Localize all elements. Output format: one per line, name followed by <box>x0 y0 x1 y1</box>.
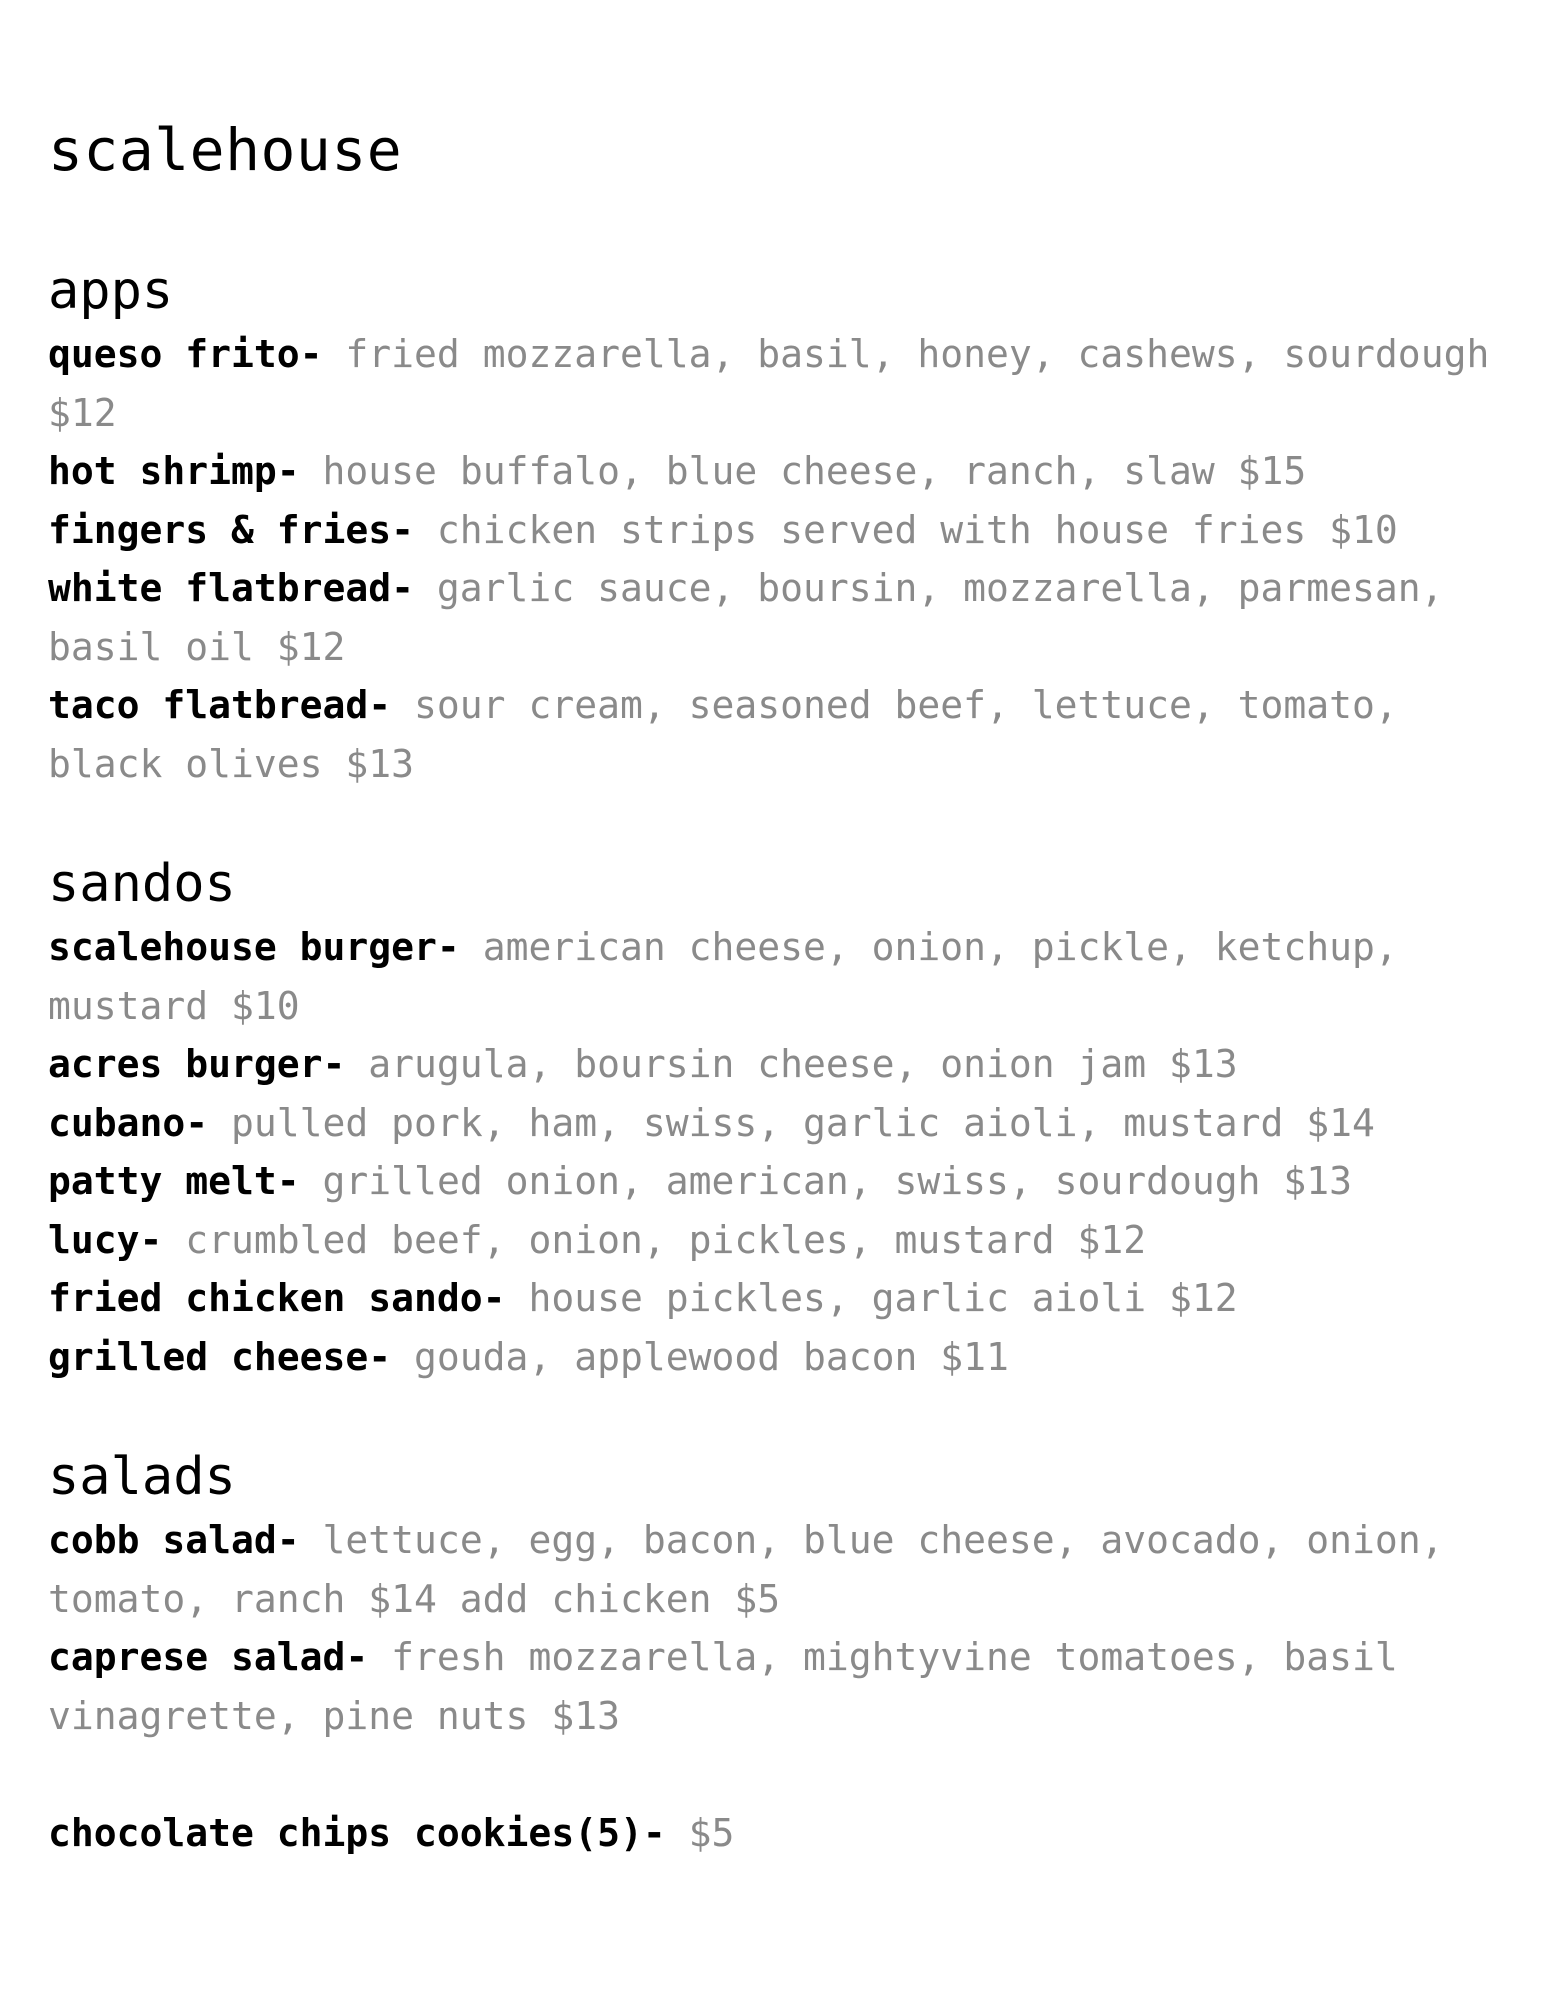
item-description: arugula, boursin cheese, onion jam $13 <box>345 1042 1238 1086</box>
item-description: pulled pork, ham, swiss, garlic aioli, mustard $14 <box>208 1100 1375 1145</box>
item-description: american cheese, onion, pickle, ketchup, mustard $10 <box>48 925 1398 1028</box>
item-name: white flatbread- <box>48 566 415 610</box>
menu-item <box>48 442 1508 501</box>
section-sandos <box>48 852 1508 1386</box>
item-name: fried chicken sando- <box>48 1276 506 1320</box>
restaurant-name: scalehouse <box>48 116 403 184</box>
menu-page <box>48 115 1508 1863</box>
menu-item <box>48 1269 1508 1328</box>
item-description: crumbled beef, onion, pickles, mustard $12 <box>162 1217 1147 1262</box>
item-description: house pickles, garlic aioli $12 <box>505 1276 1238 1320</box>
section-title-apps: apps <box>48 261 174 321</box>
menu-item <box>48 1328 1508 1387</box>
item-description: sour cream, seasoned beef, lettuce, tomato, black olives $13 <box>48 683 1398 786</box>
menu-item <box>48 1628 1508 1745</box>
menu-item <box>48 1511 1508 1628</box>
item-description: garlic sauce, boursin, mozzarella, parmesan, basil oil $12 <box>48 566 1444 669</box>
item-name: scalehouse burger- <box>48 925 460 969</box>
item-name: cubano- <box>48 1100 209 1145</box>
menu-item-cookies <box>48 1804 1508 1863</box>
section-title-salads: salads <box>48 1447 236 1507</box>
item-description: grilled onion, american, swiss, sourdough $13 <box>299 1159 1353 1203</box>
menu-item <box>48 325 1508 442</box>
menu-item <box>48 1035 1508 1094</box>
item-name: acres burger- <box>48 1042 346 1086</box>
item-name: chocolate chips cookies(5)- <box>48 1811 666 1855</box>
menu-item <box>48 501 1508 560</box>
item-name: grilled cheese- <box>48 1334 392 1379</box>
menu-item <box>48 918 1508 1035</box>
item-name: patty melt- <box>48 1159 300 1203</box>
item-name: taco flatbread- <box>48 683 392 727</box>
item-name: fingers & fries- <box>48 507 415 552</box>
section-apps <box>48 259 1508 793</box>
menu-item <box>48 1094 1508 1153</box>
item-name: cobb salad- <box>48 1518 300 1562</box>
item-description: $5 <box>665 1811 735 1855</box>
item-name: queso frito- <box>48 332 323 376</box>
section-title-sandos: sandos <box>48 854 236 914</box>
item-name: lucy- <box>48 1217 163 1262</box>
item-description: gouda, applewood bacon $11 <box>391 1334 1009 1379</box>
menu-item <box>48 676 1508 793</box>
item-name: caprese salad- <box>48 1635 369 1679</box>
menu-item <box>48 559 1508 676</box>
item-description: fresh mozzarella, mightyvine tomatoes, basil vinagrette, pine nuts $13 <box>48 1635 1398 1738</box>
item-name: hot shrimp- <box>48 449 300 493</box>
item-description: chicken strips served with house fries $10 <box>414 507 1398 552</box>
item-description: house buffalo, blue cheese, ranch, slaw $15 <box>299 449 1307 493</box>
section-salads <box>48 1445 1508 1745</box>
item-description: fried mozzarella, basil, honey, cashews, sourdough $12 <box>48 332 1490 435</box>
menu-item <box>48 1152 1508 1211</box>
menu-item <box>48 1211 1508 1270</box>
item-description: lettuce, egg, bacon, blue cheese, avocado, onion, tomato, ranch $14 add chicken $5 <box>48 1518 1444 1621</box>
